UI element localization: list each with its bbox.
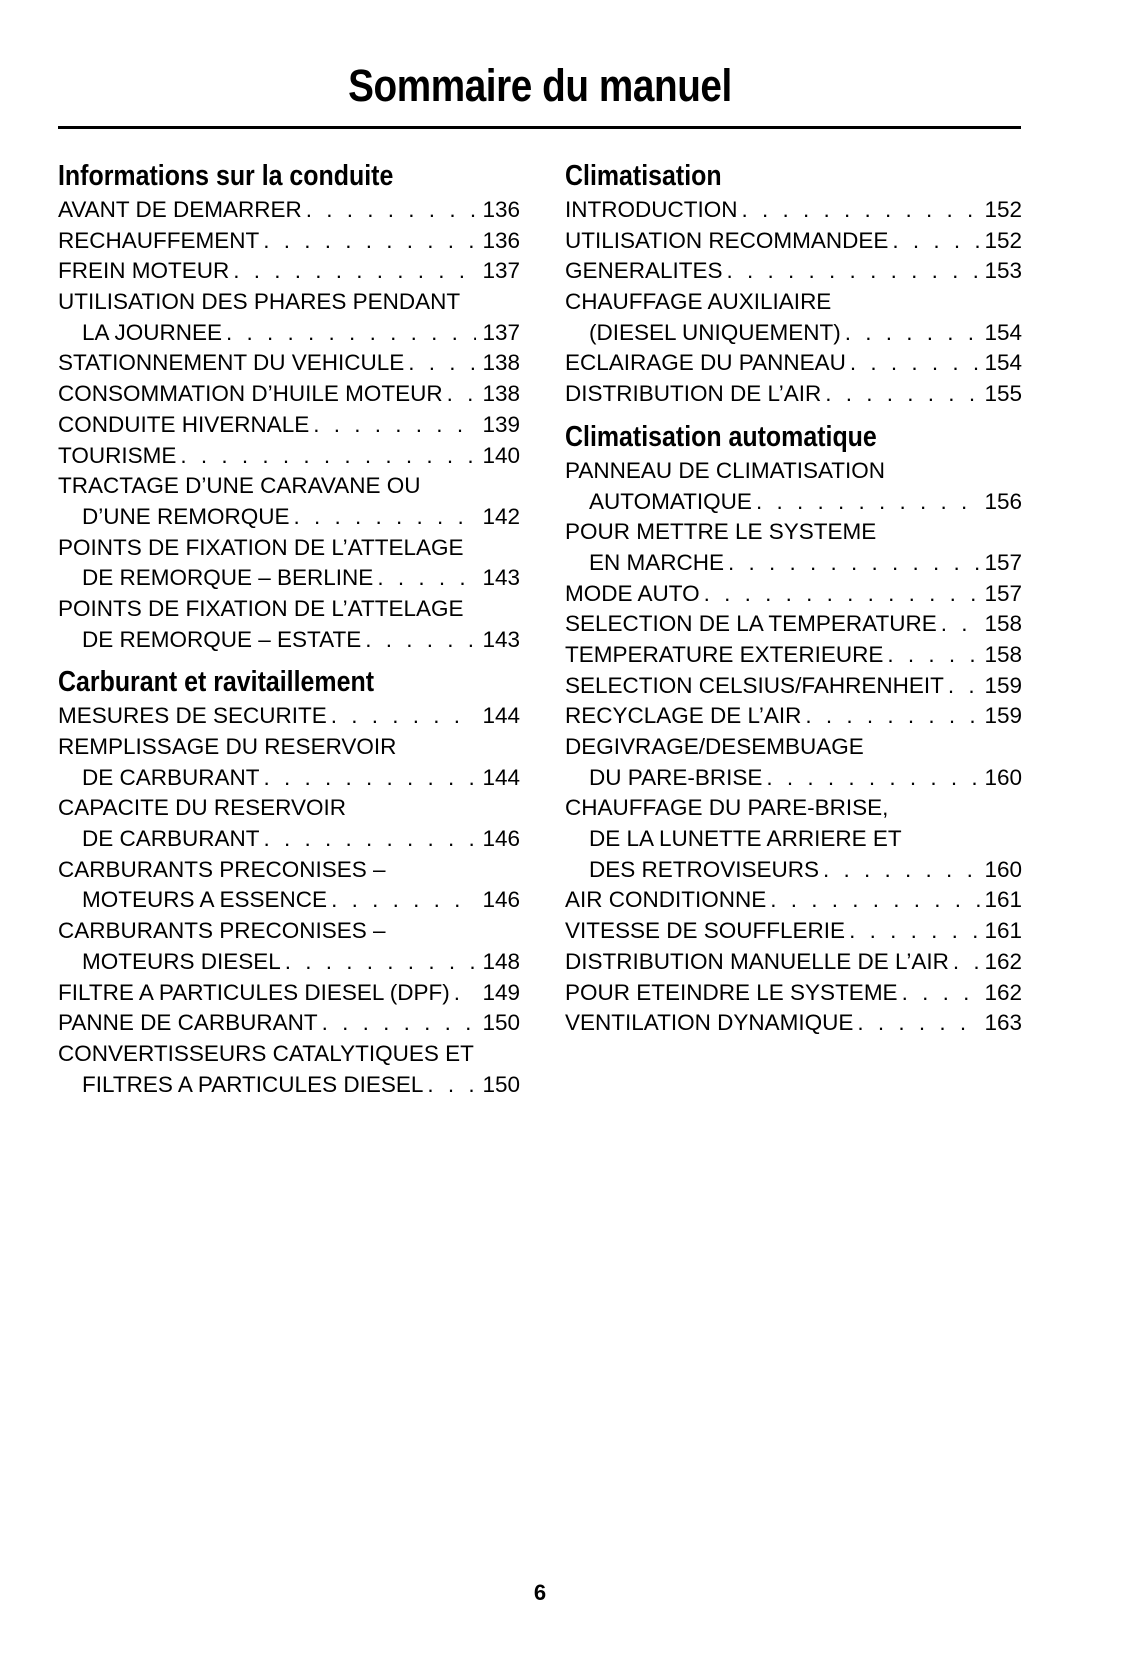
toc-entry-label: TEMPERATURE EXTERIEURE xyxy=(565,641,884,667)
toc-page-number: 155 xyxy=(984,381,1022,407)
toc-page-number: 152 xyxy=(984,197,1022,222)
toc-entry[interactable] xyxy=(565,256,1022,287)
dot-leader xyxy=(892,226,980,257)
toc-entry-line xyxy=(58,916,520,947)
toc-entry[interactable] xyxy=(58,287,520,348)
toc-entry-line xyxy=(565,701,1022,732)
toc-entry-label: CHAUFFAGE DU PARE-BRISE, xyxy=(565,795,889,821)
toc-entry-line xyxy=(565,732,1022,763)
toc-page-number: 158 xyxy=(984,641,1022,667)
toc-entry-line xyxy=(565,226,1022,257)
dot-leader xyxy=(313,410,476,441)
dot-leader xyxy=(704,579,980,610)
toc-entry-label: AIR CONDITIONNE xyxy=(565,887,767,913)
toc-entry[interactable] xyxy=(565,226,1022,257)
toc-entry[interactable] xyxy=(58,732,520,793)
toc-entry-label: D’UNE REMORQUE xyxy=(82,503,290,529)
toc-section xyxy=(58,157,520,655)
toc-entry-label: GENERALITES xyxy=(565,258,723,284)
toc-entry-label: FREIN MOTEUR xyxy=(58,258,230,284)
toc-entry-line xyxy=(58,1070,520,1101)
toc-page-number: 154 xyxy=(984,319,1022,345)
toc-entry[interactable] xyxy=(58,441,520,472)
toc-page-number: 158 xyxy=(984,611,1022,637)
toc-entry-label: (DIESEL UNIQUEMENT) xyxy=(589,319,841,345)
toc-entry-label: DEGIVRAGE/DESEMBUAGE xyxy=(565,734,864,759)
dot-leader xyxy=(447,379,476,410)
toc-entry[interactable] xyxy=(58,1039,520,1100)
toc-entry[interactable] xyxy=(565,195,1022,226)
toc-page-number: 152 xyxy=(984,227,1022,253)
toc-page-number: 163 xyxy=(984,1010,1022,1036)
toc-entry-line xyxy=(565,256,1022,287)
toc-entry-label: TRACTAGE D’UNE CARAVANE OU xyxy=(58,473,421,499)
toc-entry-line xyxy=(58,732,520,763)
toc-page-number: 144 xyxy=(482,703,520,729)
toc-page-number: 143 xyxy=(482,565,520,591)
dot-leader xyxy=(770,885,980,916)
toc-entry-line xyxy=(565,579,1022,610)
toc-entry[interactable] xyxy=(565,793,1022,885)
toc-entry-label: DES RETROVISEURS xyxy=(589,856,820,882)
toc-entry-line xyxy=(565,487,1022,518)
toc-entry-line xyxy=(58,226,520,257)
toc-page-number: 139 xyxy=(482,411,520,437)
section-heading: Climatisation xyxy=(565,160,722,192)
dot-leader xyxy=(845,318,980,349)
toc-entry[interactable] xyxy=(565,1008,1022,1039)
toc-entry-line xyxy=(58,533,520,564)
toc-page-number: 142 xyxy=(482,503,520,529)
toc-page-number: 153 xyxy=(984,258,1022,284)
toc-column-right xyxy=(565,157,1022,1047)
toc-entry-label: RECHAUFFEMENT xyxy=(58,227,260,253)
toc-entry-label: DISTRIBUTION MANUELLE DE L’AIR xyxy=(565,948,949,974)
toc-entry[interactable] xyxy=(565,379,1022,410)
toc-entry-line xyxy=(58,441,520,472)
toc-entry-line xyxy=(58,1039,520,1070)
toc-entry-line xyxy=(58,824,520,855)
toc-entry-label: DU PARE-BRISE xyxy=(589,764,763,790)
toc-entry[interactable] xyxy=(58,701,520,732)
dot-leader xyxy=(756,487,980,518)
section-heading: Informations sur la conduite xyxy=(58,160,394,192)
toc-page-number: 160 xyxy=(984,856,1022,882)
toc-entry-label: AVANT DE DEMARRER xyxy=(58,197,302,222)
toc-page-number: 140 xyxy=(482,442,520,468)
toc-entry-label: POINTS DE FIXATION DE L’ATTELAGE xyxy=(58,595,464,621)
dot-leader xyxy=(857,1008,980,1039)
toc-entry-line xyxy=(58,318,520,349)
toc-entry-label: MODE AUTO xyxy=(565,580,700,606)
toc-page-number: 143 xyxy=(482,626,520,652)
section-heading: Climatisation automatique xyxy=(565,420,877,453)
toc-entry-line xyxy=(58,256,520,287)
toc-entry-line xyxy=(58,1008,520,1039)
dot-leader xyxy=(850,348,980,379)
dot-leader xyxy=(941,609,980,640)
dot-leader xyxy=(365,625,476,656)
toc-entry-label: ECLAIRAGE DU PANNEAU xyxy=(565,350,846,376)
toc-entry-line xyxy=(565,548,1022,579)
toc-entry[interactable] xyxy=(565,517,1022,578)
toc-entry[interactable] xyxy=(58,1008,520,1039)
toc-entry[interactable] xyxy=(58,855,520,916)
page-title: Sommaire du manuel xyxy=(348,60,732,111)
toc-entry[interactable] xyxy=(58,379,520,410)
toc-entry-label: LA JOURNEE xyxy=(82,319,223,345)
toc-entry-line xyxy=(565,916,1022,947)
toc-page-number: 136 xyxy=(482,197,520,222)
dot-leader xyxy=(427,1070,476,1101)
dot-leader xyxy=(454,978,476,1009)
toc-entry-line xyxy=(565,978,1022,1009)
toc-section xyxy=(565,418,1022,1039)
dot-leader xyxy=(887,640,980,671)
toc-entry[interactable] xyxy=(565,609,1022,640)
toc-entry-line xyxy=(58,594,520,625)
toc-entry-label: CONDUITE HIVERNALE xyxy=(58,411,310,437)
toc-entry-label: FILTRE A PARTICULES DIESEL (DPF) xyxy=(58,979,450,1005)
dot-leader xyxy=(766,763,980,794)
title-divider xyxy=(58,126,1021,129)
toc-entry[interactable] xyxy=(58,471,520,532)
toc-entry-label: EN MARCHE xyxy=(589,549,725,575)
dot-leader xyxy=(849,916,980,947)
toc-entry-label: POINTS DE FIXATION DE L’ATTELAGE xyxy=(58,534,464,560)
dot-leader xyxy=(233,256,476,287)
toc-entry[interactable] xyxy=(58,256,520,287)
toc-entry-line xyxy=(58,625,520,656)
toc-entry[interactable] xyxy=(58,916,520,977)
toc-page-number: 150 xyxy=(482,1010,520,1036)
dot-leader xyxy=(226,318,476,349)
toc-page-number: 144 xyxy=(482,764,520,790)
toc-entry-line xyxy=(58,763,520,794)
toc-entry[interactable] xyxy=(565,671,1022,702)
toc-entry[interactable] xyxy=(565,732,1022,793)
toc-page-number: 160 xyxy=(984,764,1022,790)
dot-leader xyxy=(377,563,476,594)
toc-entry-line xyxy=(565,318,1022,349)
toc-entry-label: SELECTION CELSIUS/FAHRENHEIT xyxy=(565,672,944,698)
toc-entry-line xyxy=(58,379,520,410)
toc-entry-label: CARBURANTS PRECONISES – xyxy=(58,918,386,944)
toc-entry-line xyxy=(565,379,1022,410)
toc-page-number: 154 xyxy=(984,350,1022,376)
toc-page-number: 149 xyxy=(482,979,520,1005)
toc-entry-line xyxy=(565,348,1022,379)
dot-leader xyxy=(306,195,476,226)
page-number: 6 xyxy=(533,1580,547,1605)
dot-leader xyxy=(331,701,476,732)
toc-page-number: 150 xyxy=(482,1071,520,1097)
toc-entry-line xyxy=(565,824,1022,855)
toc-entry-line xyxy=(565,793,1022,824)
toc-page-number: 159 xyxy=(984,672,1022,698)
toc-page-number: 157 xyxy=(984,580,1022,606)
toc-entry-label: AUTOMATIQUE xyxy=(589,488,752,514)
toc-entry-line xyxy=(565,1008,1022,1039)
toc-entry[interactable] xyxy=(58,226,520,257)
toc-entry-line xyxy=(58,502,520,533)
toc-entry-label: UTILISATION RECOMMANDEE xyxy=(565,227,889,253)
dot-leader xyxy=(322,1008,476,1039)
toc-entry-line xyxy=(565,517,1022,548)
toc-page-number: 162 xyxy=(984,948,1022,974)
dot-leader xyxy=(823,855,980,886)
toc-entry-line xyxy=(58,471,520,502)
dot-leader xyxy=(264,763,476,794)
toc-entry-line xyxy=(58,855,520,886)
toc-entry-label: PANNEAU DE CLIMATISATION xyxy=(565,457,886,483)
toc-entry-label: DE CARBURANT xyxy=(82,826,260,852)
toc-entry-label: STATIONNEMENT DU VEHICULE xyxy=(58,350,405,376)
toc-entry[interactable] xyxy=(565,287,1022,348)
toc-entry[interactable] xyxy=(58,195,520,226)
dot-leader xyxy=(742,195,981,226)
toc-entry[interactable] xyxy=(565,701,1022,732)
toc-page-number: 146 xyxy=(482,887,520,913)
toc-entry[interactable] xyxy=(565,456,1022,517)
toc-entry-line xyxy=(565,947,1022,978)
toc-entry-label: FILTRES A PARTICULES DIESEL xyxy=(82,1071,424,1097)
toc-entry-line xyxy=(58,701,520,732)
toc-entry-label: CONVERTISSEURS CATALYTIQUES ET xyxy=(58,1040,474,1066)
toc-page-number: 137 xyxy=(482,319,520,345)
toc-entry-line xyxy=(58,947,520,978)
toc-entry-label: CARBURANTS PRECONISES – xyxy=(58,856,386,882)
dot-leader xyxy=(902,978,980,1009)
toc-entry[interactable] xyxy=(58,348,520,379)
toc-page-number: 161 xyxy=(984,887,1022,913)
toc-entry-line xyxy=(58,978,520,1009)
toc-entry-line xyxy=(565,763,1022,794)
toc-column-left xyxy=(58,157,520,1108)
toc-section xyxy=(565,157,1022,410)
toc-entry-line xyxy=(58,885,520,916)
dot-leader xyxy=(408,348,476,379)
toc-entry[interactable] xyxy=(58,594,520,655)
toc-entry[interactable] xyxy=(565,947,1022,978)
toc-entry-line xyxy=(565,671,1022,702)
dot-leader xyxy=(294,502,476,533)
toc-entry-label: CAPACITE DU RESERVOIR xyxy=(58,795,346,821)
toc-entry-label: RECYCLAGE DE L’AIR xyxy=(565,703,802,729)
toc-entry[interactable] xyxy=(565,579,1022,610)
dot-leader xyxy=(728,548,980,579)
toc-entry-label: POUR ETEINDRE LE SYSTEME xyxy=(565,979,898,1005)
toc-entry-label: POUR METTRE LE SYSTEME xyxy=(565,519,877,545)
toc-page-number: 161 xyxy=(984,918,1022,944)
toc-entry[interactable] xyxy=(58,978,520,1009)
toc-entry-line xyxy=(565,287,1022,318)
toc-entry[interactable] xyxy=(58,793,520,854)
dot-leader xyxy=(180,441,476,472)
toc-entry-label: PANNE DE CARBURANT xyxy=(58,1010,318,1036)
dot-leader xyxy=(263,226,476,257)
toc-entry-label: REMPLISSAGE DU RESERVOIR xyxy=(58,734,397,759)
toc-page-number: 157 xyxy=(984,549,1022,575)
toc-entry-line xyxy=(565,885,1022,916)
dot-leader xyxy=(264,824,476,855)
toc-page-number: 137 xyxy=(482,258,520,284)
dot-leader xyxy=(805,701,980,732)
dot-leader xyxy=(285,947,476,978)
toc-page-number: 136 xyxy=(482,227,520,253)
toc-entry-line xyxy=(58,195,520,226)
toc-entry[interactable] xyxy=(565,640,1022,671)
toc-entry-line xyxy=(58,348,520,379)
dot-leader xyxy=(953,947,980,978)
toc-page-number: 156 xyxy=(984,488,1022,514)
toc-page-number: 138 xyxy=(482,350,520,376)
toc-entry[interactable] xyxy=(565,885,1022,916)
toc-entry-label: DISTRIBUTION DE L’AIR xyxy=(565,381,822,407)
toc-entry-label: MOTEURS A ESSENCE xyxy=(82,887,328,913)
toc-entry-label: INTRODUCTION xyxy=(565,197,738,222)
dot-leader xyxy=(948,671,980,702)
toc-entry-label: MESURES DE SECURITE xyxy=(58,703,327,729)
toc-entry[interactable] xyxy=(58,533,520,594)
toc-entry-label: VITESSE DE SOUFFLERIE xyxy=(565,918,846,944)
toc-entry-line xyxy=(58,793,520,824)
toc-entry-line xyxy=(565,195,1022,226)
toc-entry-label: DE CARBURANT xyxy=(82,764,260,790)
toc-entry-line xyxy=(565,609,1022,640)
toc-entry-label: DE LA LUNETTE ARRIERE ET xyxy=(589,826,902,852)
toc-section xyxy=(58,663,520,1100)
toc-entry-label: CHAUFFAGE AUXILIAIRE xyxy=(565,289,832,315)
toc-entry-line xyxy=(565,640,1022,671)
toc-entry[interactable] xyxy=(58,410,520,441)
toc-entry[interactable] xyxy=(565,916,1022,947)
toc-page-number: 146 xyxy=(482,826,520,852)
section-heading: Carburant et ravitaillement xyxy=(58,666,375,699)
dot-leader xyxy=(825,379,980,410)
toc-entry-label: DE REMORQUE – BERLINE xyxy=(82,565,374,591)
toc-entry-label: DE REMORQUE – ESTATE xyxy=(82,626,362,652)
toc-page-number: 148 xyxy=(482,948,520,974)
dot-leader xyxy=(331,885,476,916)
toc-entry-line xyxy=(565,855,1022,886)
toc-entry-line xyxy=(58,410,520,441)
toc-entry-line xyxy=(565,456,1022,487)
dot-leader xyxy=(727,256,980,287)
toc-entry-label: TOURISME xyxy=(58,442,177,468)
toc-entry-label: UTILISATION DES PHARES PENDANT xyxy=(58,289,461,315)
toc-entry-label: CONSOMMATION D’HUILE MOTEUR xyxy=(58,381,443,407)
toc-entry-label: SELECTION DE LA TEMPERATURE xyxy=(565,611,937,637)
toc-entry-label: MOTEURS DIESEL xyxy=(82,948,281,974)
toc-entry[interactable] xyxy=(565,348,1022,379)
toc-entry[interactable] xyxy=(565,978,1022,1009)
toc-entry-line xyxy=(58,563,520,594)
toc-entry-line xyxy=(58,287,520,318)
toc-page-number: 162 xyxy=(984,979,1022,1005)
toc-entry-label: VENTILATION DYNAMIQUE xyxy=(565,1010,854,1036)
toc-page-number: 138 xyxy=(482,381,520,407)
toc-page-number: 159 xyxy=(984,703,1022,729)
